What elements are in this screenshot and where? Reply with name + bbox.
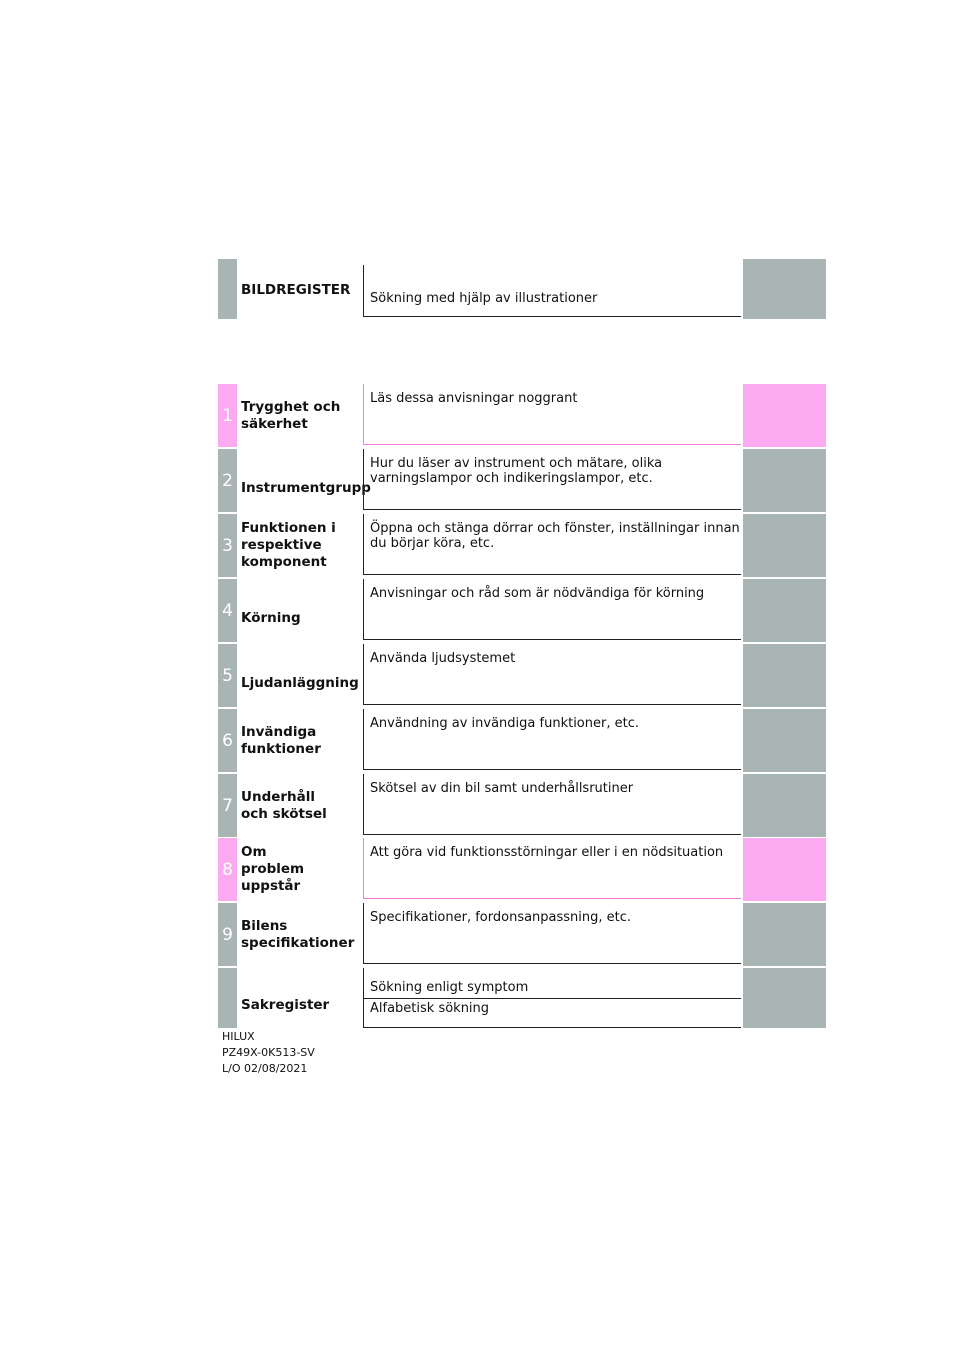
index-row[interactable] [218, 968, 826, 1028]
chapter-row-2[interactable] [218, 449, 826, 512]
chapter-thumb-tab[interactable] [743, 838, 826, 901]
chapter-description: Att göra vid funktionsstörningar eller i en nödsituation [363, 838, 741, 899]
chapter-number: 9 [218, 903, 237, 966]
index-item-symptom[interactable]: Sökning enligt symptom [364, 980, 741, 999]
chapter-description: Skötsel av din bil samt underhållsrutiner [363, 774, 741, 835]
index-title: Sakregister [241, 996, 330, 1013]
chapter-description: Hur du läser av instrument och mätare, olika varningslampor och indikeringslampor, etc. [363, 449, 741, 510]
chapter-title: Bilens specifikationer [241, 917, 355, 951]
chapter-number: 1 [218, 384, 237, 447]
index-item-alphabetic[interactable]: Alfabetisk sökning [370, 1001, 490, 1016]
header-label: BILDREGISTER [241, 281, 351, 298]
chapter-row-3[interactable] [218, 514, 826, 577]
chapter-row-8[interactable] [218, 838, 826, 901]
chapter-number: 3 [218, 514, 237, 577]
chapter-thumb-tab[interactable] [743, 903, 826, 966]
chapter-title: Om problem uppstår [241, 844, 305, 894]
chapter-number: 7 [218, 774, 237, 837]
chapter-row-6[interactable] [218, 709, 826, 772]
chapter-thumb-tab[interactable] [743, 579, 826, 642]
footer-date: L/O 02/08/2021 [222, 1062, 308, 1075]
index-description [363, 968, 741, 1028]
header-row[interactable] [218, 259, 826, 319]
footer-model: HILUX [222, 1030, 255, 1043]
chapter-row-5[interactable] [218, 644, 826, 707]
header-marker [218, 259, 237, 319]
chapter-description: Anvisningar och råd som är nödvändiga för körning [363, 579, 741, 640]
chapter-row-7[interactable] [218, 774, 826, 837]
chapter-number: 5 [218, 644, 237, 707]
chapter-number: 2 [218, 449, 237, 512]
chapter-title: Underhåll och skötsel [241, 788, 327, 822]
chapter-description: Använda ljudsystemet [363, 644, 741, 705]
header-thumb-tab[interactable] [743, 259, 826, 319]
chapter-thumb-tab[interactable] [743, 449, 826, 512]
chapter-title: Körning [241, 610, 301, 626]
chapter-title: Trygghet och säkerhet [241, 398, 341, 432]
chapter-thumb-tab[interactable] [743, 709, 826, 772]
index-thumb-tab[interactable] [743, 968, 826, 1028]
chapter-description: Läs dessa anvisningar noggrant [363, 384, 741, 445]
chapter-number: 4 [218, 579, 237, 642]
chapter-thumb-tab[interactable] [743, 384, 826, 447]
footer-info [222, 1029, 315, 1077]
chapter-description: Specifikationer, fordonsanpassning, etc. [363, 903, 741, 964]
chapter-description: Användning av invändiga funktioner, etc. [363, 709, 741, 770]
chapter-thumb-tab[interactable] [743, 514, 826, 577]
chapter-thumb-tab[interactable] [743, 644, 826, 707]
chapter-row-9[interactable] [218, 903, 826, 966]
chapter-number: 8 [218, 838, 237, 901]
index-marker [218, 968, 237, 1028]
header-description: Sökning med hjälp av illustrationer [363, 265, 741, 317]
chapter-title: Ljudanläggning [241, 675, 359, 691]
chapter-row-1[interactable] [218, 384, 826, 447]
chapter-title: Instrumentgrupp [241, 480, 371, 496]
chapter-description: Öppna och stänga dörrar och fönster, inställningar innan du börjar köra, etc. [363, 514, 741, 575]
chapter-row-4[interactable] [218, 579, 826, 642]
chapter-thumb-tab[interactable] [743, 774, 826, 837]
chapter-title: Funktionen i respektive komponent [241, 520, 336, 570]
footer-code: PZ49X-0K513-SV [222, 1046, 315, 1059]
chapter-title: Invändiga funktioner [241, 723, 321, 757]
chapter-number: 6 [218, 709, 237, 772]
